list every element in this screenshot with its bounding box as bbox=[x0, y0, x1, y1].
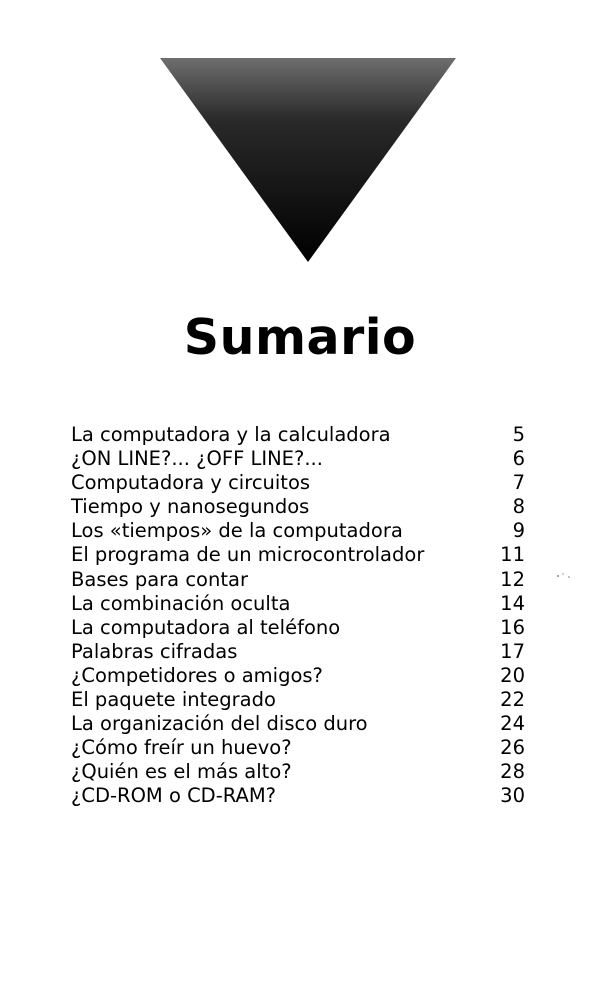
toc-entry-title: El paquete integrado bbox=[71, 688, 276, 712]
toc-entry-page: 9 bbox=[512, 519, 525, 543]
toc-entry-page: 16 bbox=[500, 615, 525, 639]
page-title: Sumario bbox=[183, 308, 417, 366]
toc-entry-page: 5 bbox=[512, 423, 525, 446]
toc-entry-title: Los «tiempos» de la computadora bbox=[71, 519, 403, 543]
triangle-ornament bbox=[160, 58, 456, 262]
toc-entry-title: ¿Quién es el más alto? bbox=[71, 760, 292, 784]
toc-entry-page: 24 bbox=[500, 712, 525, 736]
toc-entry-page: 22 bbox=[500, 688, 525, 712]
toc-entry-title: El programa de un microcontrolador bbox=[71, 543, 425, 567]
toc-entry-title: ¿Competidores o amigos? bbox=[71, 663, 323, 687]
toc-entry-title: La organización del disco duro bbox=[71, 712, 368, 736]
toc-entry bbox=[71, 712, 525, 736]
toc-entry-title: ¿CD-ROM o CD-RAM? bbox=[71, 784, 277, 808]
toc-entry-page: 17 bbox=[500, 639, 525, 663]
toc-entry-title: Bases para contar bbox=[71, 567, 248, 591]
toc-entry-title: La combinación oculta bbox=[71, 591, 291, 615]
table-of-contents bbox=[71, 423, 525, 809]
toc-entry bbox=[71, 760, 525, 784]
toc-entry-page: 11 bbox=[500, 543, 525, 567]
toc-entry bbox=[71, 616, 525, 640]
toc-entry-title: La computadora y la calculadora bbox=[71, 423, 391, 446]
toc-entry bbox=[71, 784, 525, 808]
toc-entry-page: 12 bbox=[500, 567, 525, 591]
toc-entry-title: Computadora y circuitos bbox=[71, 471, 311, 495]
toc-entry-page: 6 bbox=[512, 447, 525, 471]
toc-entry bbox=[71, 688, 525, 712]
toc-entry bbox=[71, 519, 525, 543]
toc-entry bbox=[71, 423, 525, 447]
toc-entry bbox=[71, 495, 525, 519]
toc-entry-page: 30 bbox=[500, 784, 525, 808]
toc-entry bbox=[71, 664, 525, 688]
toc-entry-title: La computadora al teléfono bbox=[71, 615, 341, 639]
toc-entry-title: ¿Cómo freír un huevo? bbox=[71, 736, 292, 760]
toc-entry-title: Palabras cifradas bbox=[71, 639, 238, 663]
toc-entry-page: 26 bbox=[500, 736, 525, 760]
toc-entry bbox=[71, 471, 525, 495]
toc-entry bbox=[71, 736, 525, 760]
toc-entry bbox=[71, 640, 525, 664]
toc-entry-page: 8 bbox=[512, 495, 525, 519]
toc-entry-page: 20 bbox=[500, 663, 525, 687]
scan-speck bbox=[555, 571, 573, 579]
toc-entry bbox=[71, 543, 525, 567]
toc-entry-page: 7 bbox=[512, 471, 525, 495]
toc-entry bbox=[71, 447, 525, 471]
toc-entry-title: Tiempo y nanosegundos bbox=[71, 495, 310, 519]
toc-entry-page: 28 bbox=[500, 760, 525, 784]
toc-entry bbox=[71, 592, 525, 616]
toc-entry-page: 14 bbox=[500, 591, 525, 615]
toc-entry bbox=[71, 568, 525, 592]
toc-entry-title: ¿ON LINE?... ¿OFF LINE?... bbox=[71, 447, 323, 471]
